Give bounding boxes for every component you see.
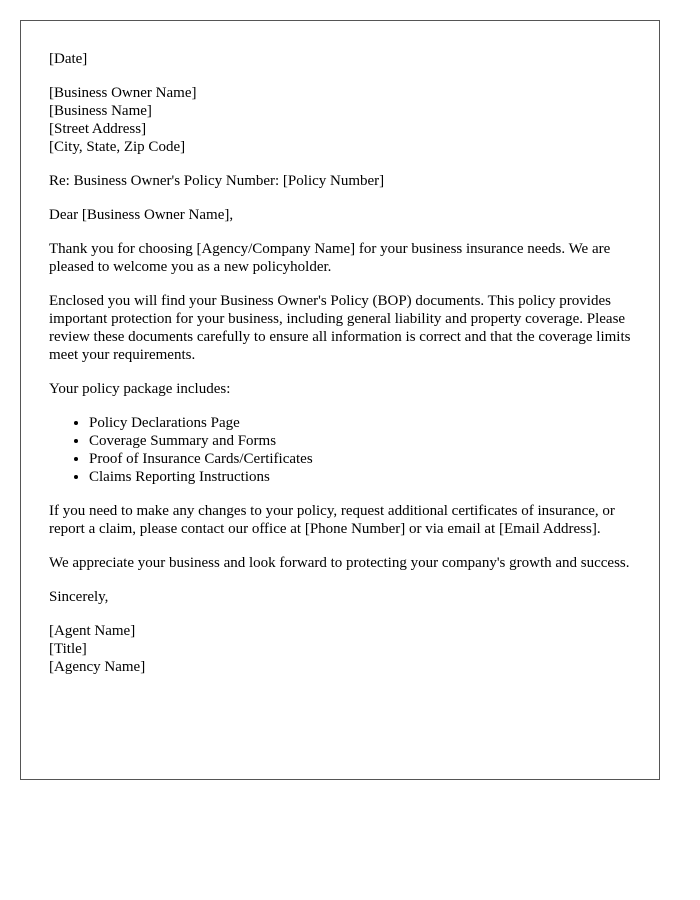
list-item: • Policy Declarations Page <box>89 414 631 432</box>
letter-page <box>20 20 660 780</box>
paragraph-contact: If you need to make any changes to your policy, request additional certificates of insurance, or report a claim, please contact our office at [Phone Number] or via email at [Email Address]. <box>49 503 615 537</box>
signature-block <box>49 622 631 676</box>
letter-signoff: Sincerely, <box>49 589 109 605</box>
package-items-list <box>49 414 631 486</box>
letter-subject: Re: Business Owner's Policy Number: [Policy Number] <box>49 173 385 189</box>
paragraph-enclosed: Enclosed you will find your Business Owner's Policy (BOP) documents. This policy provides important protection for your business, including general liability and property coverage. Please review these documents carefully to ensure all information is correct and that the coverage limits meet your requirements. <box>49 293 631 363</box>
agency-name: [Agency Name] <box>49 659 146 675</box>
list-item: • Proof of Insurance Cards/Certificates <box>89 450 631 468</box>
paragraph-package-intro: Your policy package includes: <box>49 381 231 397</box>
recipient-business: [Business Name] <box>49 103 152 119</box>
paragraph-welcome: Thank you for choosing [Agency/Company Name] for your business insurance needs. We are pleased to welcome you as a new policyholder. <box>49 241 611 275</box>
list-item: • Claims Reporting Instructions <box>89 468 631 486</box>
agent-title: [Title] <box>49 641 87 657</box>
paragraph-appreciation: We appreciate your business and look forward to protecting your company's growth and success. <box>49 555 630 571</box>
letter-date: [Date] <box>49 51 88 67</box>
recipient-name: [Business Owner Name] <box>49 85 197 101</box>
recipient-street: [Street Address] <box>49 121 147 137</box>
list-item: • Coverage Summary and Forms <box>89 432 631 450</box>
recipient-address-block <box>49 84 631 156</box>
recipient-city-state-zip: [City, State, Zip Code] <box>49 139 186 155</box>
letter-salutation: Dear [Business Owner Name], <box>49 207 234 223</box>
agent-name: [Agent Name] <box>49 623 136 639</box>
